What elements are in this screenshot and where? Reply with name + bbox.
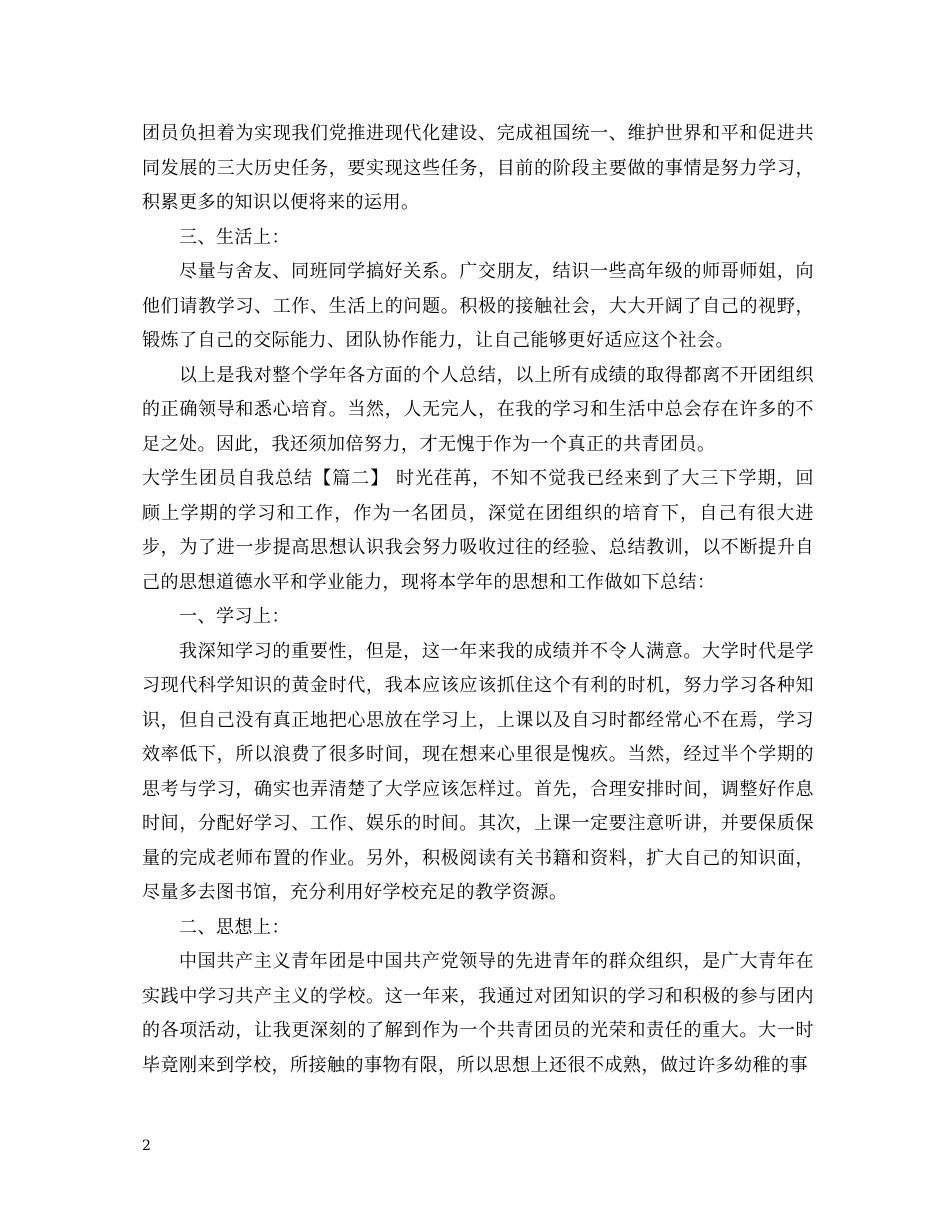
paragraph-part-two [142, 462, 814, 600]
part-two-title: 大学生团员自我总结【篇二】 [142, 468, 390, 489]
paragraph-continuation: 团员负担着为实现我们党推进现代化建设、完成祖国统一、维护世界和平和促进共同发展的三大历史任务，要实现这些任务，目前的阶段主要做的事情是努力学习，积累更多的知识以便将来的运用。 [142, 123, 814, 213]
paragraph-study: 我深知学习的重要性，但是，这一年来我的成绩并不令人满意。大学时代是学习现代科学知识的黄金时代，我本应该应该抓住这个有利的时机，努力学习各种知识，但自己没有真正地把心思放在学习上，上课以及自习时都经常心不在焉，学习效率低下，所以浪费了很多时间，现在想来心里很是愧疚。当然，经过半个学期的思考与学习，确实也弄清楚了大学应该怎样过。首先，合理安排时间，调整好作息时间，分配好学习、工作、娱乐的时间。其次，上课一定要注意听讲，并要保质保量的完成老师布置的作业。另外，积极阅读有关书籍和资料，扩大自己的知识面，尽量多去图书馆，充分利用好学校充足的教学资源。 [142, 640, 814, 903]
part-two-intro: 时光荏苒，不知不觉我已经来到了大三下学期，回顾上学期的学习和工作，作为一名团员，深觉在团组织的培育下，自己有很大进步，为了进一步提高思想认识我会努力吸收过往的经验、总结教训，以不断提升自己的思想道德水平和学业能力，现将本学年的思想和工作做如下总结： [142, 468, 815, 593]
document-body [142, 117, 814, 1083]
section-heading-study: 一、学习上： [179, 606, 290, 627]
paragraph-conclusion: 以上是我对整个学年各方面的个人总结，以上所有成绩的取得都离不开团组织的正确领导和悉心培育。当然，人无完人，在我的学习和生活中总会存在许多的不足之处。因此，我还须加倍努力，才无愧于作为一个真正的共青团员。 [142, 364, 814, 455]
paragraph-life: 尽量与舍友、同班同学搞好关系。广交朋友，结识一些高年级的师哥师姐，向他们请教学习、工作、生活上的问题。积极的接触社会，大大开阔了自己的视野，锻炼了自己的交际能力、团队协作能力，让自己能够更好适应这个社会。 [142, 261, 814, 351]
paragraph-thought: 中国共产主义青年团是中国共产党领导的先进青年的群众组织，是广大青年在实践中学习共产主义的学校。这一年来，我通过对团知识的学习和积极的参与团内的各项活动，让我更深刻的了解到作为一个共青团员的光荣和责任的重大。大一时毕竟刚来到学校，所接触的事物有限，所以思想上还很不成熟，做过许多幼稚的事 [142, 951, 814, 1076]
page-number: 2 [142, 1138, 151, 1154]
section-heading-thought: 二、思想上： [179, 916, 290, 938]
section-heading-life: 三、生活上： [179, 226, 290, 248]
